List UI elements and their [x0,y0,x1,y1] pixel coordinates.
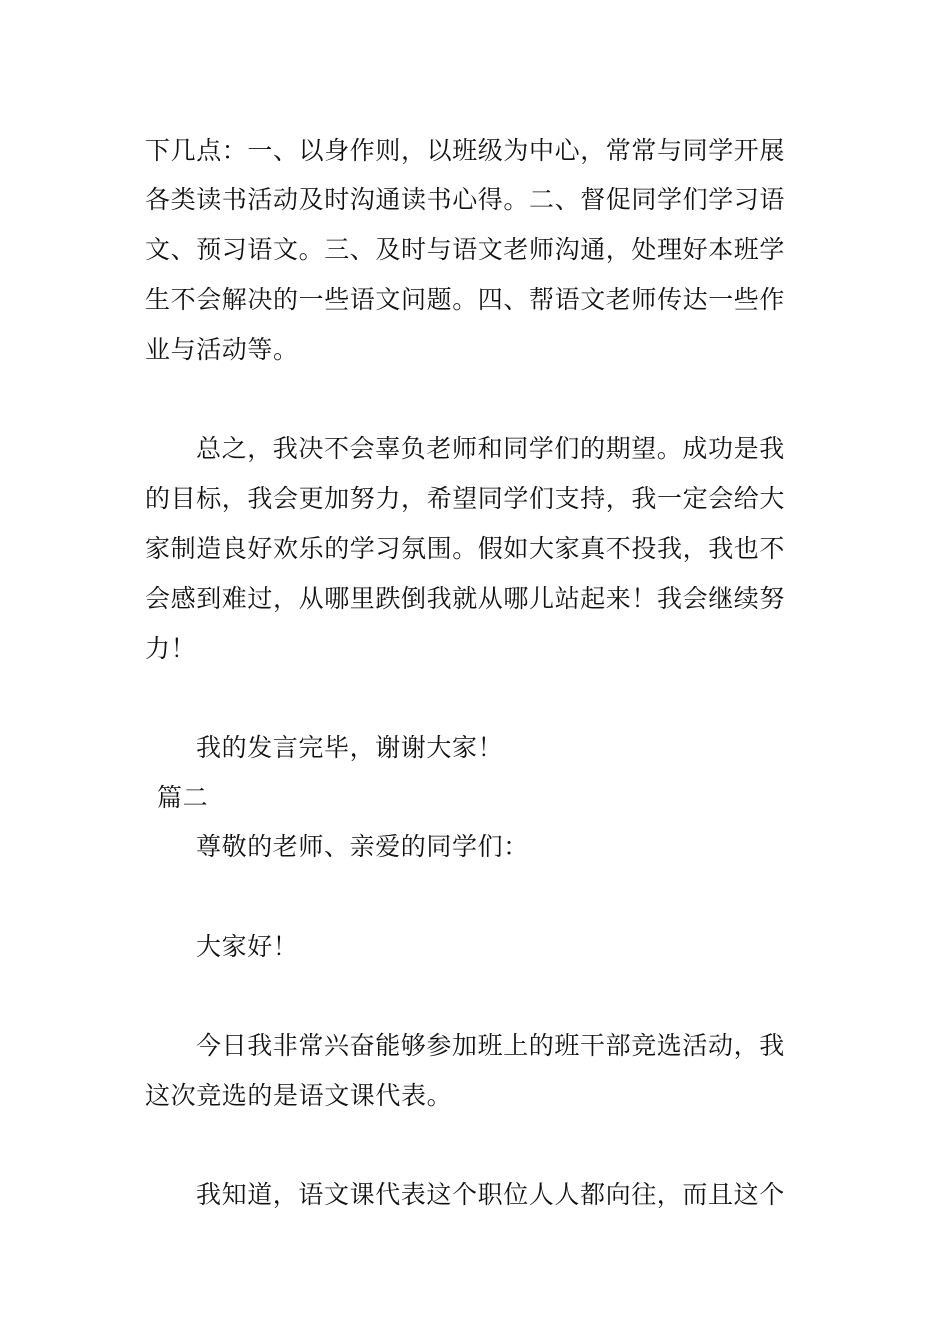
paragraph-1-line-1: 下几点：一、以身作则，以班级为中心，常常与同学开展 [145,136,786,165]
section-heading: 篇二 [157,783,209,812]
paragraph-2-line-4: 会感到难过，从哪里跌倒我就从哪儿站起来！我会继续努 [145,584,786,613]
paragraph-1-line-2: 各类读书活动及时沟通读书心得。二、督促同学们学习语 [145,185,786,214]
paragraph-1-line-5: 业与活动等。 [145,335,299,364]
closing-line: 我的发言完毕，谢谢大家！ [196,733,504,762]
greeting: 大家好！ [196,932,299,961]
paragraph-3-line-2: 这次竞选的是语文课代表。 [145,1081,453,1110]
paragraph-1-line-4: 生不会解决的一些语文问题。四、帮语文老师传达一些作 [145,285,786,314]
paragraph-1-line-3: 文、预习语文。三、及时与语文老师沟通，处理好本班学 [145,235,786,264]
paragraph-2-line-1: 总之，我决不会辜负老师和同学们的期望。成功是我 [196,434,785,463]
paragraph-2-line-2: 的目标，我会更加努力，希望同学们支持，我一定会给大 [145,484,786,513]
paragraph-2-line-5: 力！ [145,634,197,663]
salutation: 尊敬的老师、亲爱的同学们： [196,832,529,861]
paragraph-2-line-3: 家制造良好欢乐的学习氛围。假如大家真不投我，我也不 [145,534,786,563]
paragraph-3-line-1: 今日我非常兴奋能够参加班上的班干部竞选活动，我 [196,1031,785,1060]
paragraph-4-line-1: 我知道，语文课代表这个职位人人都向往，而且这个 [196,1180,785,1209]
